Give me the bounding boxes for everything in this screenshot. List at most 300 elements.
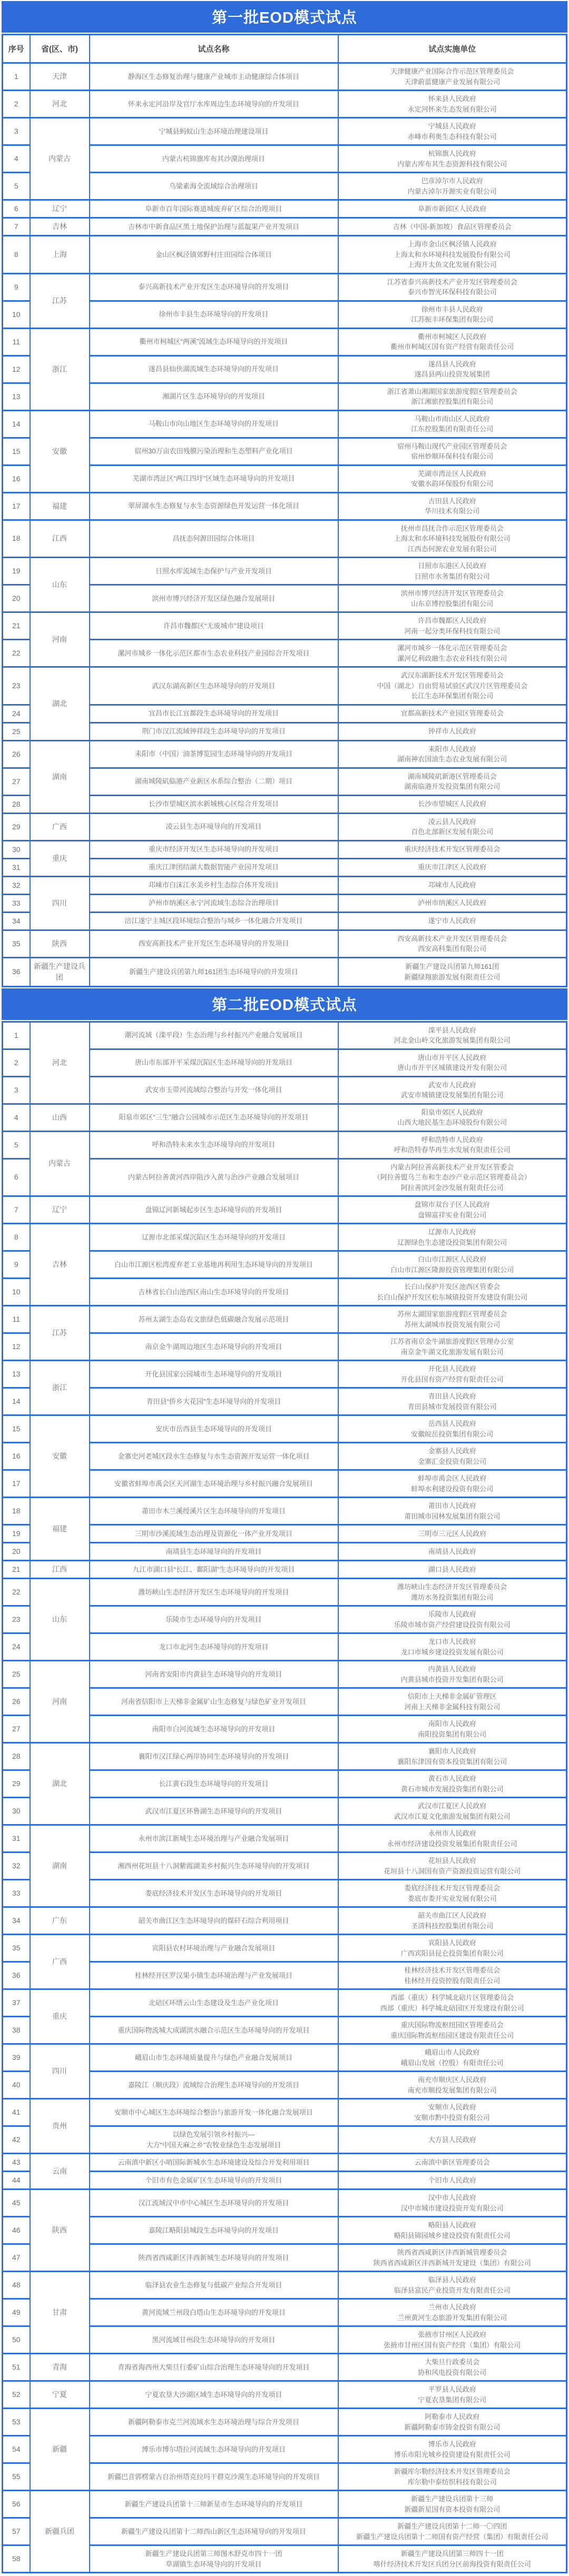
pilot-name-cell — [90, 1561, 338, 1579]
row-number: 5 — [3, 1131, 30, 1158]
pilot-name-line: 重庆江津团结湖大数据智能产业园开发项目 — [148, 863, 279, 871]
pilot-name-line: 西安高新技术产业开发区生态环境导向的开发项目 — [138, 939, 289, 948]
pilot-name-line: 嘉陵江（顺庆段）流域综合治理生态环境导向的开发项目 — [127, 2080, 299, 2089]
pilot-name-cell — [90, 876, 338, 894]
province-cell: 江西 — [30, 520, 90, 558]
implementing-unit-cell — [338, 894, 567, 912]
implementing-unit-cell — [338, 1388, 567, 1415]
pilot-name-line: 韶关市曲江区生态环境导向的煤矸石综合利用项目 — [138, 1916, 289, 1925]
row-number: 36 — [3, 1962, 30, 1989]
table-row — [3, 218, 567, 236]
pilot-name-cell — [90, 2072, 338, 2099]
pilot-name-line: 安顺市中心城区生态环境综合整治与旅游开发一体化融合发展项目 — [114, 2108, 313, 2116]
unit-line: 武汉市江夏区人民政府 — [418, 1802, 487, 1810]
row-number: 52 — [3, 2381, 30, 2409]
unit-line: 宿州妙顺环保科技有限公司 — [411, 452, 494, 460]
province-cell: 辽宁 — [30, 200, 90, 218]
unit-line: 永定河怀来生态发展有限公司 — [407, 105, 497, 113]
row-number: 36 — [3, 957, 30, 986]
unit-line: 阳泉市郊区人民政府 — [421, 1108, 483, 1116]
unit-line: 临泽县人民政府 — [428, 2276, 476, 2284]
unit-line: 湖口县人民政府 — [428, 1565, 476, 1573]
unit-line: 凌云县人民政府 — [428, 817, 476, 826]
implementing-unit-cell — [338, 383, 567, 410]
implementing-unit-cell — [338, 2044, 567, 2072]
province-cell: 湖南 — [30, 1825, 90, 1907]
implementing-unit-cell — [338, 1989, 567, 2017]
province-cell: 宁夏 — [30, 2381, 90, 2409]
implementing-unit-cell — [338, 492, 567, 520]
table-row — [3, 492, 567, 520]
unit-line: 武安市城镇建设发展集团有限公司 — [400, 1091, 504, 1099]
table-row — [3, 1561, 567, 1579]
implementing-unit-cell — [338, 1104, 567, 1131]
pilot-name-line: 青田县“侨乡大花园”生态环境导向的开发项目 — [146, 1397, 281, 1405]
unit-line: 安顺市黔中投资有限公司 — [414, 2113, 490, 2122]
table-row — [3, 813, 567, 840]
pilot-name-line: 内蒙古杭锦旗库布其沙漠治理项目 — [162, 154, 265, 163]
implementing-unit-cell — [338, 2154, 567, 2172]
row-number: 33 — [3, 894, 30, 912]
province-cell: 内蒙古 — [30, 118, 90, 200]
pilot-name-cell — [90, 520, 338, 558]
implementing-unit-cell — [338, 301, 567, 328]
implementing-unit-cell — [338, 1716, 567, 1743]
pilot-name-line: 草湖镇生态环境导向的开发项目 — [165, 2560, 262, 2568]
province-cell: 浙江 — [30, 328, 90, 410]
pilot-name-cell — [90, 795, 338, 813]
unit-line: 龙口市人民政府 — [428, 1638, 476, 1646]
unit-line: 湖南临港开发投资集团有限公司 — [404, 782, 501, 790]
unit-line: 赤峰市利奥生态科技有限公司 — [407, 132, 497, 141]
province-cell: 辽宁 — [30, 1196, 90, 1224]
pilot-name-line: 阜新市百年国际赛道城废弃矿区综合治理项目 — [145, 204, 282, 213]
implementing-unit-cell — [338, 2189, 567, 2217]
province-cell: 河北 — [30, 91, 90, 118]
unit-line: 马鞍山市雨山区人民政府 — [414, 414, 490, 423]
unit-line: 江苏振丰环保集团有限公司 — [411, 315, 494, 323]
pilot-name-cell — [90, 465, 338, 492]
pilot-name-line: 襄阳市汉江绿心两岸协同生态环境导向的开发项目 — [138, 1752, 289, 1760]
pilot-name-cell — [90, 1935, 338, 1962]
pilot-name-cell — [90, 236, 338, 274]
row-number: 11 — [3, 1306, 30, 1333]
province-cell: 山东 — [30, 1579, 90, 1661]
table-row — [3, 2099, 567, 2126]
row-number: 24 — [3, 705, 30, 722]
pilot-name-cell — [90, 1196, 338, 1224]
unit-line: 新疆绿翔旅游发展有限责任公司 — [404, 973, 501, 981]
pilot-name-line: 苏州太湖生态岛农文旅绿色低碳融合发展示范项目 — [138, 1315, 289, 1323]
unit-line: 江苏省泰兴高新技术产业开发区管理委员会 — [387, 278, 517, 286]
implementing-unit-cell — [338, 200, 567, 218]
row-number: 20 — [3, 585, 30, 612]
implementing-unit-cell — [338, 640, 567, 667]
pilot-name-line: 辽源市北部采煤沉陷区生态环境导向的开发项目 — [141, 1233, 286, 1241]
province-cell: 浙江 — [30, 1361, 90, 1415]
pilot-name-cell — [90, 1361, 338, 1388]
implementing-unit-cell — [338, 63, 567, 91]
table-row — [3, 1306, 567, 1333]
row-number: 10 — [3, 301, 30, 328]
pilot-name-cell — [90, 2409, 338, 2436]
implementing-unit-cell — [338, 1470, 567, 1498]
unit-line: 江西态何源农业发展有限公司 — [407, 544, 497, 553]
implementing-unit-cell — [338, 1852, 567, 1880]
unit-line: 内蒙古库布其生态资源科技有限公司 — [397, 160, 507, 168]
pilot-name-line: 永州市滨江新城生态环境治理与产业融合发展项目 — [138, 1834, 289, 1842]
unit-line: 衢州市柯城区国有资产经营有限责任公司 — [390, 343, 514, 351]
pilot-name-cell — [90, 1825, 338, 1852]
row-number: 31 — [3, 858, 30, 876]
province-cell: 吉林 — [30, 218, 90, 236]
implementing-unit-cell — [338, 2272, 567, 2299]
pilot-name-cell — [90, 2518, 338, 2545]
unit-line: 河北金山岭文化旅游发展集团有限公司 — [394, 1036, 511, 1044]
pilot-name-line: 长沙市望城区滨水新城核心区综合开发项目 — [148, 800, 279, 808]
unit-line: 华川技术有限公司 — [425, 507, 480, 515]
pilot-name-line: 河南省安阳市内黄县生态环境导向的开发项目 — [145, 1670, 282, 1678]
pilot-name-line: 新疆阿勒泰市克兰河流域水生态环境治理与综合开发项目 — [127, 2418, 299, 2426]
table-row — [3, 118, 567, 145]
row-number: 57 — [3, 2518, 30, 2545]
pilot-name-cell — [90, 438, 338, 465]
pilot-name-line: 邛崃市白沫江水美乡村生态综合体开发项目 — [148, 881, 279, 889]
row-number: 13 — [3, 1361, 30, 1388]
pilot-name-cell — [90, 1907, 338, 1935]
pilot-name-cell — [90, 218, 338, 236]
unit-line: 金寨县人民政府 — [428, 1447, 476, 1455]
row-number: 49 — [3, 2299, 30, 2326]
unit-line: 新疆库尔勒经济技术开发区管理委员会 — [394, 2468, 511, 2475]
unit-line: 浙江省萧山湘湖国家旅游度假区管理委员会 — [387, 387, 517, 395]
province-cell: 安徽 — [30, 410, 90, 492]
pilot-name-line: 滨州市博兴经济开发区绿色融合发展项目 — [152, 594, 276, 602]
pilot-name-line: 莆田市木兰溪绶溪片区生态环境导向的开发项目 — [141, 1507, 286, 1515]
row-number: 7 — [3, 1196, 30, 1224]
implementing-unit-cell — [338, 1825, 567, 1852]
table-row — [3, 667, 567, 705]
implementing-unit-cell — [338, 2299, 567, 2326]
row-number: 37 — [3, 1989, 30, 2017]
row-number: 23 — [3, 667, 30, 705]
table-row — [3, 2189, 567, 2217]
unit-line: 苏州太湖城市投资发展有限公司 — [404, 1320, 501, 1329]
pilot-name-cell — [90, 813, 338, 840]
pilot-name-line: 南阳市白河流域生态环境导向的开发项目 — [152, 1725, 276, 1733]
unit-line: 长白山保护开发区松东城镇投资开发建设有限公司 — [377, 1293, 528, 1301]
pilot-name-cell — [90, 1104, 338, 1131]
pilot-name-cell — [90, 2017, 338, 2044]
row-number: 14 — [3, 1388, 30, 1415]
implementing-unit-cell — [338, 585, 567, 612]
pilot-name-line: 南靖县生态环境导向的开发项目 — [165, 1547, 262, 1555]
pilot-name-cell — [90, 200, 338, 218]
table-row — [3, 1415, 567, 1443]
pilot-name-line: 泸州市纳溪区永宁河流域生态综合治理项目 — [148, 899, 279, 907]
pilot-name-cell — [90, 1306, 338, 1333]
pilot-name-cell — [90, 273, 338, 301]
implementing-unit-cell — [338, 912, 567, 930]
unit-line: 蚌埠市禹会区人民政府 — [418, 1474, 487, 1482]
row-number: 28 — [3, 1743, 30, 1770]
pilot-name-cell — [90, 1076, 338, 1104]
row-number: 15 — [3, 438, 30, 465]
unit-line: 武安市人民政府 — [428, 1081, 476, 1089]
unit-line: 新疆生产建设兵团第十二师国有资产经营（集团）有限责任公司 — [356, 2532, 548, 2541]
pilot-name-line: 芜湖市湾沚区“两江四圩”区域生态环境导向的开发项目 — [132, 474, 295, 483]
pilot-name-line: 峨眉山市生态环境质量提升与绿色产业融合发展项目 — [134, 2053, 292, 2062]
row-number: 31 — [3, 1825, 30, 1852]
row-number: 3 — [3, 118, 30, 145]
implementing-unit-cell — [338, 2354, 567, 2381]
row-number: 35 — [3, 1935, 30, 1962]
row-number: 11 — [3, 328, 30, 355]
unit-line: 安徽皖岳投资集团有限公司 — [411, 1430, 494, 1438]
pilot-name-line: 重庆市经济开发区生态环境导向的开发项目 — [148, 845, 279, 854]
pilot-name-line: 个旧市有色金属矿区生态环境导向的开发项目 — [145, 2176, 282, 2184]
pilot-name-cell — [90, 1470, 338, 1498]
table-row — [3, 740, 567, 768]
pilot-name-line: 日照水库流域生态保护与产业开发项目 — [155, 567, 272, 575]
table-row — [3, 200, 567, 218]
pilot-name-line: 翠屏湖水生态修复与水生态资源绿色开发运营一体化项目 — [127, 502, 299, 510]
unit-line: 开化县人民政府 — [428, 1365, 476, 1373]
row-number: 9 — [3, 273, 30, 301]
table-row — [3, 520, 567, 558]
unit-line: 邛崃市人民政府 — [428, 881, 476, 889]
unit-line: 新疆生产建设兵团第十二师一〇四团 — [397, 2522, 507, 2530]
unit-line: 长白山保护开发区池西区管委会 — [404, 1283, 501, 1291]
unit-line: 山西大地民基生态环境股份有限公司 — [397, 1118, 507, 1126]
unit-line: 河南一起分类环保科技有限公司 — [404, 627, 501, 635]
pilot-name-cell — [90, 1543, 338, 1561]
pilot-name-line: 潮河流域（滦平段）生态治理与乡村振兴产业融合发展项目 — [124, 1031, 303, 1039]
pilot-name-cell — [90, 840, 338, 858]
pilot-name-cell — [90, 1022, 338, 1049]
province-cell: 广东 — [30, 1907, 90, 1935]
row-number: 4 — [3, 145, 30, 173]
pilot-name-line: 荆门市汉江流域钟祥段生态环境导向的开发项目 — [141, 727, 286, 736]
pilot-name-cell — [90, 2189, 338, 2217]
pilot-name-line: 阳泉市郊区“三生”融合公园城市示范区生态环境导向的开发项目 — [119, 1113, 309, 1122]
province-cell: 湖北 — [30, 667, 90, 741]
pilot-name-cell — [90, 768, 338, 795]
pilot-name-cell — [90, 118, 338, 145]
implementing-unit-cell — [338, 858, 567, 876]
pilot-name-line: 白山市江源区松湾废弃老工业基地再利用生态环境导向的开发项目 — [114, 1260, 313, 1269]
unit-line: 阜新市新邱区人民政府 — [418, 204, 487, 213]
pilot-name-cell — [90, 2272, 338, 2299]
unit-line: 广西宾阳县昆仑投资集团有限公司 — [400, 1949, 504, 1957]
pilot-name-line: 博乐市博尔塔拉河流域生态环境导向的开发项目 — [141, 2445, 286, 2453]
unit-line: 漯河市城乡一体化示范区管理委员会 — [397, 644, 507, 652]
table-row — [3, 91, 567, 118]
province-cell: 四川 — [30, 876, 90, 930]
pilot-name-line: 许昌市魏都区“无废城市”建设项目 — [163, 621, 264, 630]
province-cell: 广西 — [30, 813, 90, 840]
pilot-name-line: 嘉陵江略阳县城段生态环境导向的开发项目 — [148, 2226, 279, 2234]
province-cell: 山东 — [30, 558, 90, 612]
row-number: 6 — [3, 1158, 30, 1196]
row-number: 25 — [3, 1661, 30, 1688]
implementing-unit-cell — [338, 1561, 567, 1579]
implementing-unit-cell — [338, 2017, 567, 2044]
row-number: 15 — [3, 1415, 30, 1443]
province-cell: 甘肃 — [30, 2272, 90, 2354]
batch-title: 第二批EOD模式试点 — [2, 988, 567, 1020]
unit-line: 西安高新技术产业开发区管理委员会 — [397, 934, 507, 943]
province-cell: 新疆兵团 — [30, 2491, 90, 2573]
unit-line: 黄石市人民政府 — [428, 1775, 476, 1782]
column-header: 试点实施单位 — [338, 35, 567, 63]
pilot-name-cell — [90, 1743, 338, 1770]
pilot-name-cell — [90, 1443, 338, 1470]
implementing-unit-cell — [338, 2072, 567, 2099]
pilot-name-line: 唐山市东部开平采煤沉陷区生态环境导向的开发项目 — [134, 1058, 292, 1067]
pilot-name-line: 昌抚态何源田园综合体项目 — [172, 534, 255, 542]
implementing-unit-cell — [338, 2436, 567, 2463]
pilot-name-line: 涪江遂宁主城区段环境综合整治与城乡一体化融合开发项目 — [124, 917, 303, 925]
province-cell: 福建 — [30, 492, 90, 520]
unit-line: 南阳投资集团有限公司 — [418, 1730, 487, 1738]
pilot-name-line: 新疆生产建设兵团第三师图木舒克市四十一团 — [145, 2550, 282, 2558]
implementing-unit-cell — [338, 558, 567, 585]
implementing-unit-cell — [338, 2217, 567, 2244]
pilot-name-line: 以绿色发展引领乡村振兴— — [172, 2131, 255, 2138]
unit-line: 芜湖市湾沚区人民政府 — [418, 469, 487, 478]
province-cell: 江西 — [30, 1561, 90, 1579]
pilot-name-cell — [90, 328, 338, 355]
implementing-unit-cell — [338, 957, 567, 986]
unit-line: 怀来县人民政府 — [428, 95, 476, 103]
unit-line: 襄阳市人民政府 — [428, 1747, 476, 1755]
province-cell: 内蒙古 — [30, 1131, 90, 1196]
implementing-unit-cell — [338, 1158, 567, 1196]
pilot-name-cell — [90, 1049, 338, 1076]
unit-line: 永州市人民政府 — [428, 1829, 476, 1837]
pilot-name-cell — [90, 667, 338, 705]
table-row — [3, 273, 567, 301]
unit-line: 浙江湘旅控股集团有限公司 — [411, 398, 494, 405]
province-cell: 重庆 — [30, 840, 90, 876]
unit-line: 内蒙古阿拉善高新技术产业开发区管委会 — [390, 1163, 514, 1171]
pilot-name-line: 金寨史河老城区段水生态修复与水生态资源开发运营一体化项目 — [117, 1452, 310, 1460]
implementing-unit-cell — [338, 1498, 567, 1525]
unit-line: 三明市三元区人民政府 — [418, 1529, 487, 1538]
implementing-unit-cell — [338, 930, 567, 957]
implementing-unit-cell — [338, 1076, 567, 1104]
table-row — [3, 328, 567, 355]
unit-line: （阿拉善盟乌兰布和生态沙产业示范区管理委员会） — [373, 1173, 531, 1181]
table-row — [3, 1104, 567, 1131]
pilot-name-cell — [90, 2545, 338, 2573]
unit-line: 莆田市人民政府 — [428, 1502, 476, 1510]
implementing-unit-cell — [338, 840, 567, 858]
implementing-unit-cell — [338, 1579, 567, 1606]
pilot-name-cell — [90, 2099, 338, 2126]
row-number: 40 — [3, 2072, 30, 2099]
unit-line: 新疆阿勒泰市铸金投资有限公司 — [404, 2423, 501, 2431]
pilot-name-cell — [90, 930, 338, 957]
pilot-name-line: 宾阳县农村环境治理与产业融合发展项目 — [152, 1944, 276, 1952]
pilot-name-line: 武安市玉带河流域综合整治与开发一体化项目 — [145, 1086, 282, 1094]
unit-line: 耒阳市人民政府 — [428, 745, 476, 753]
unit-line: 乐陵市人民政府 — [428, 1610, 476, 1618]
pilot-name-cell — [90, 1579, 338, 1606]
row-number: 56 — [3, 2491, 30, 2518]
pilot-name-cell — [90, 2244, 338, 2272]
row-number: 28 — [3, 795, 30, 813]
row-number: 51 — [3, 2354, 30, 2381]
implementing-unit-cell — [338, 1935, 567, 1962]
unit-line: 泰兴市智光环保科技有限公司 — [407, 288, 497, 296]
unit-line: 湖南城陵矶新港区管理委员会 — [407, 772, 497, 780]
pilot-name-cell — [90, 612, 338, 640]
row-number: 24 — [3, 1633, 30, 1661]
unit-line: 莆田城市园林发展集团有限公司 — [404, 1512, 501, 1520]
row-number: 4 — [3, 1104, 30, 1131]
row-number: 13 — [3, 383, 30, 410]
implementing-unit-cell — [338, 1633, 567, 1661]
implementing-unit-cell — [338, 876, 567, 894]
pilot-name-line: 吉林市中新食品区黑土地保护治理与蓝靛果产业开发项目 — [127, 222, 299, 231]
unit-line: 辽源市人民政府 — [428, 1228, 476, 1236]
unit-line: 西部（重庆）科学城北碚园区开发建设有限公司 — [380, 2004, 524, 2012]
unit-line: 抚州市昌抚合作示范区管理委员会 — [400, 524, 504, 532]
row-number: 29 — [3, 1770, 30, 1798]
row-number: 33 — [3, 1880, 30, 1907]
pilot-name-cell — [90, 1770, 338, 1798]
unit-line: 杭锦旗人民政府 — [428, 150, 476, 157]
pilot-name-cell — [90, 740, 338, 768]
pilot-name-line: 大方“中国天麻之乡”农牧业绿色生态发展项目 — [146, 2141, 281, 2149]
row-number: 21 — [3, 1561, 30, 1579]
table-row — [3, 1579, 567, 1606]
unit-line: 徐州市丰县人民政府 — [421, 305, 483, 313]
pilot-name-line: 武汉东湖高新区生态环境导向的开发项目 — [152, 681, 276, 690]
unit-line: 滦平县人民政府 — [428, 1026, 476, 1034]
unit-line: 白山市江源区人民政府 — [418, 1255, 487, 1263]
unit-line: 安徽水韵环保股份有限公司 — [411, 480, 494, 488]
implementing-unit-cell — [338, 2518, 567, 2545]
unit-line: 日照市水务集团有限公司 — [414, 572, 490, 580]
row-number: 54 — [3, 2436, 30, 2463]
pilot-name-cell — [90, 410, 338, 438]
unit-line: 唐山市开平区城镇建设开发有限公司 — [397, 1064, 507, 1072]
pilot-name-cell — [90, 2354, 338, 2381]
batch-section-2 — [2, 988, 567, 2574]
pilot-name-line: 呼和浩特未来水生态环境导向的开发项目 — [152, 1141, 276, 1149]
province-cell: 河南 — [30, 612, 90, 667]
table-row — [3, 410, 567, 438]
row-number: 7 — [3, 218, 30, 236]
province-cell: 陕西 — [30, 930, 90, 957]
pilot-name-line: 漯河市城乡一体化示范区都市生态农业科技产业园综合开发项目 — [117, 649, 310, 657]
row-number: 2 — [3, 1049, 30, 1076]
pilot-name-cell — [90, 1498, 338, 1525]
unit-line: 西安高科集团有限公司 — [418, 945, 487, 953]
row-number: 12 — [3, 1333, 30, 1361]
implementing-unit-cell — [338, 1880, 567, 1907]
pilot-name-line: 盘锦辽河新城起步区生态环境导向的开发项目 — [145, 1205, 282, 1214]
row-number: 17 — [3, 1470, 30, 1498]
table-row — [3, 840, 567, 858]
unit-line: 桂林经开投资控股有限责任公司 — [404, 1976, 501, 1985]
row-number: 26 — [3, 740, 30, 768]
pilot-name-cell — [90, 1525, 338, 1543]
implementing-unit-cell — [338, 2326, 567, 2354]
